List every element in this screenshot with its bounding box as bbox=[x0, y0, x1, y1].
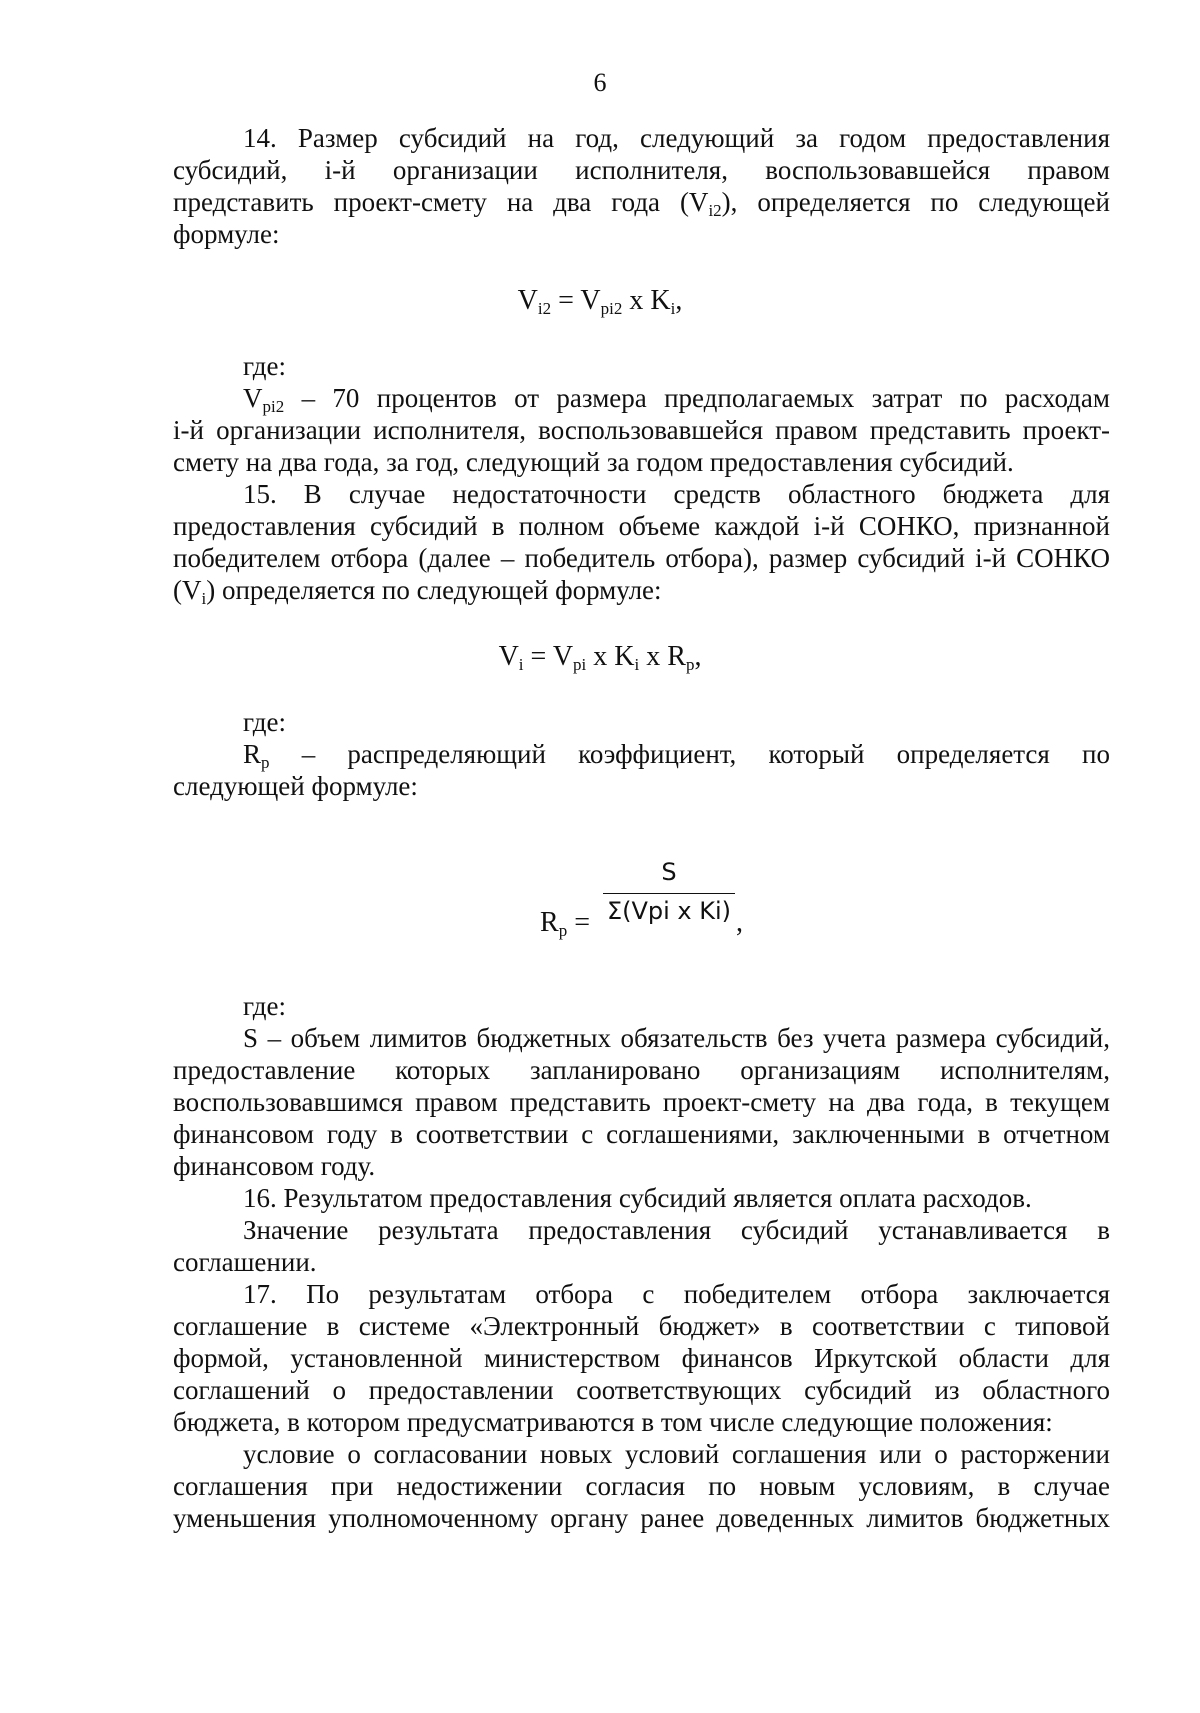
paragraph-17-line-4: соглашений о предоставлении соответствующих субсидий из областного bbox=[173, 1375, 1110, 1405]
text-part: – распределяющий коэффициент, который определяется по bbox=[269, 739, 1110, 769]
definition-s-line-5: финансовом году. bbox=[173, 1151, 376, 1181]
text-part: (V bbox=[173, 575, 202, 605]
text-part: R bbox=[243, 739, 262, 769]
text-part: V bbox=[243, 383, 263, 413]
paragraph-15-line-2: предоставления субсидий в полном объеме каждой i-й СОНКО, признанной bbox=[173, 511, 1110, 541]
formula-vi2 bbox=[0, 284, 1200, 318]
subscript: pi2 bbox=[600, 299, 623, 318]
subscript: pi bbox=[573, 655, 587, 674]
definition-s-line-2: предоставление которых запланировано организациям исполнителям, bbox=[173, 1055, 1110, 1085]
formula-part: x R bbox=[639, 641, 686, 672]
subscript: i bbox=[201, 589, 207, 608]
paragraph-14-line-4: формуле: bbox=[173, 219, 280, 249]
definition-vpi2-line-3: смету на два года, за год, следующий за годом предоставления субсидий. bbox=[173, 447, 1014, 477]
formula-rp-comma: , bbox=[736, 907, 743, 938]
text-part: ), определяется по следующей bbox=[721, 187, 1110, 217]
where-label-3: где: bbox=[243, 991, 286, 1021]
formula-part: = V bbox=[523, 641, 574, 672]
paragraph-16b-line-1: Значение результата предоставления субсидий устанавливается в bbox=[243, 1215, 1110, 1245]
paragraph-14-line-1: 14. Размер субсидий на год, следующий за годом предоставления bbox=[243, 123, 1110, 153]
text-part: – 70 процентов от размера предполагаемых затрат по расходам bbox=[284, 383, 1110, 413]
subscript: i bbox=[634, 655, 640, 674]
page-number: 6 bbox=[593, 68, 607, 97]
definition-s-line-4: финансовом году в соответствии с соглашениями, заключенными в отчетном bbox=[173, 1119, 1110, 1149]
where-label-1: где: bbox=[243, 351, 286, 381]
fraction bbox=[603, 855, 735, 928]
formula-part: V bbox=[517, 285, 538, 316]
formula-part: x K bbox=[586, 641, 635, 672]
paragraph-condition-line-3: уменьшения уполномоченному органу ранее доведенных лимитов бюджетных bbox=[173, 1503, 1110, 1533]
formula-rp-label bbox=[540, 907, 590, 939]
definition-rp-line-2: следующей формуле: bbox=[173, 771, 418, 801]
formula-part: R bbox=[540, 907, 559, 938]
paragraph-16-line-1: 16. Результатом предоставления субсидий является оплата расходов. bbox=[243, 1183, 1032, 1213]
subscript: pi2 bbox=[262, 397, 285, 416]
where-label-2: где: bbox=[243, 707, 286, 737]
subscript: p bbox=[685, 655, 695, 674]
formula-part: , bbox=[694, 641, 702, 672]
subscript: p bbox=[261, 753, 270, 772]
paragraph-17-line-3: формой, установленной министерством финансов Иркутской области для bbox=[173, 1343, 1110, 1373]
subscript: i2 bbox=[537, 299, 552, 318]
definition-vpi2-line-1 bbox=[243, 382, 1110, 414]
formula-part: V bbox=[498, 641, 519, 672]
definition-s-line-3: воспользовавшимся правом представить проект-смету на два года, в текущем bbox=[173, 1087, 1110, 1117]
subscript: i bbox=[518, 655, 524, 674]
paragraph-condition-line-2: соглашения при недостижении согласия по новым условиям, в случае bbox=[173, 1471, 1110, 1501]
fraction-numerator: S bbox=[661, 858, 677, 886]
definition-s-line-1: S – объем лимитов бюджетных обязательств без учета размера субсидий, bbox=[243, 1023, 1110, 1053]
subscript: i2 bbox=[708, 201, 722, 220]
text-part: ) определяется по следующей формуле: bbox=[206, 575, 662, 605]
formula-part: x K bbox=[622, 285, 671, 316]
fraction-denominator: Σ(Vpi x Ki) bbox=[606, 897, 732, 925]
definition-vpi2-line-2: i-й организации исполнителя, воспользовавшейся правом представить проект- bbox=[173, 415, 1110, 445]
formula-part: = V bbox=[551, 285, 601, 316]
paragraph-15-line-3: победителем отбора (далее – победитель отбора), размер субсидий i-й СОНКО bbox=[173, 543, 1110, 573]
paragraph-17-line-1: 17. По результатам отбора с победителем отбора заключается bbox=[243, 1279, 1110, 1309]
formula-part: , bbox=[675, 285, 683, 316]
formula-part: = bbox=[567, 907, 590, 938]
paragraph-17-line-2: соглашение в системе «Электронный бюджет» в соответствии с типовой bbox=[173, 1311, 1110, 1341]
subscript: i bbox=[670, 299, 676, 318]
paragraph-condition-line-1: условие о согласовании новых условий соглашения или о расторжении bbox=[243, 1439, 1110, 1469]
subscript: p bbox=[558, 921, 568, 940]
paragraph-14-line-2: субсидий, i-й организации исполнителя, воспользовавшейся правом bbox=[173, 155, 1110, 185]
text-part: представить проект-смету на два года (V bbox=[173, 187, 709, 217]
paragraph-15-line-4 bbox=[173, 574, 1110, 606]
paragraph-17-line-5: бюджета, в котором предусматриваются в том числе следующие положения: bbox=[173, 1407, 1053, 1437]
definition-rp-line-1 bbox=[243, 738, 1110, 770]
formula-vi bbox=[0, 640, 1200, 674]
paragraph-16b-line-2: соглашении. bbox=[173, 1247, 317, 1277]
paragraph-14-line-3 bbox=[173, 186, 1110, 218]
paragraph-15-line-1: 15. В случае недостаточности средств областного бюджета для bbox=[243, 479, 1110, 509]
